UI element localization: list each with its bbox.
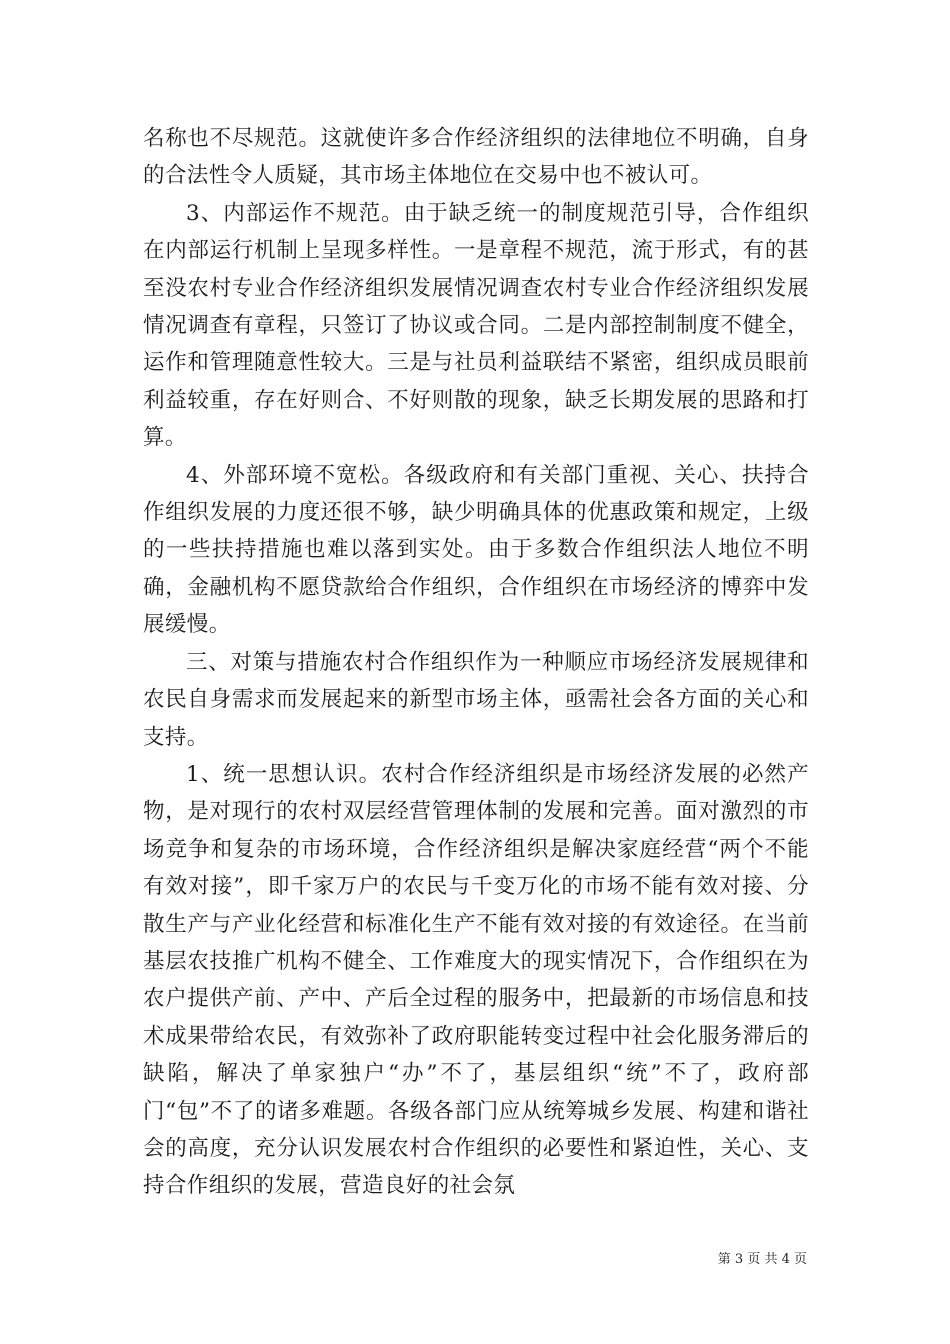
paragraph-unify-thinking: 1、统一思想认识。农村合作经济组织是市场经济发展的必然产物，是对现行的农村双层经营管理体制的发展和完善。面对激烈的市场竞争和复杂的市场环境，合作经济组织是解决家庭经营“两个不能有效对接”，即千家万户的农民与千变万化的市场不能有效对接、分散生产与产业化经营和标准化生产不能有效对接的有效途径。在当前基层农技推广机构不健全、工作难度大的现实情况下，合作组织在为农户提供产前、产中、产后全过程的服务中，把最新的市场信息和技术成果带给农民，有效弥补了政府职能转变过程中社会化服务滞后的缺陷，解决了单家独户“办”不了，基层组织“统”不了，政府部门“包”不了的诸多难题。各级各部门应从统筹城乡发展、构建和谐社会的高度，充分认识发展农村合作组织的必要性和紧迫性，关心、支持合作组织的发展，营造良好的社会氛 — [143, 761, 809, 1199]
paragraph-continuation: 名称也不尽规范。这就使许多合作经济组织的法律地位不明确，自身的合法性令人质疑，其市场主体地位在交易中也不被认可。 — [143, 126, 809, 189]
paragraph-internal-operation: 3、内部运作不规范。由于缺乏统一的制度规范引导，合作组织在内部运行机制上呈现多样性。一是章程不规范，流于形式，有的甚至没农村专业合作经济组织发展情况调查农村专业合作经济组织发展情况调查有章程，只签订了协议或合同。二是内部控制制度不健全，运作和管理随意性较大。三是与社员利益联结不紧密，组织成员眼前利益较重，存在好则合、不好则散的现象，缺乏长期发展的思路和打算。 — [143, 200, 809, 451]
paragraph-external-environment: 4、外部环境不宽松。各级政府和有关部门重视、关心、扶持合作组织发展的力度还很不够，缺少明确具体的优惠政策和规定，上级的一些扶持措施也难以落到实处。由于多数合作组织法人地位不明确，金融机构不愿贷款给合作组织，合作组织在市场经济的博弈中发展缓慢。 — [143, 462, 809, 638]
document-body — [143, 120, 809, 1205]
paragraph-countermeasures-heading: 三、对策与措施农村合作组织作为一种顺应市场经济发展规律和农民自身需求而发展起来的新型市场主体，亟需社会各方面的关心和支持。 — [143, 649, 809, 750]
page-number-footer: 第 3 页 共 4 页 — [717, 1252, 807, 1267]
